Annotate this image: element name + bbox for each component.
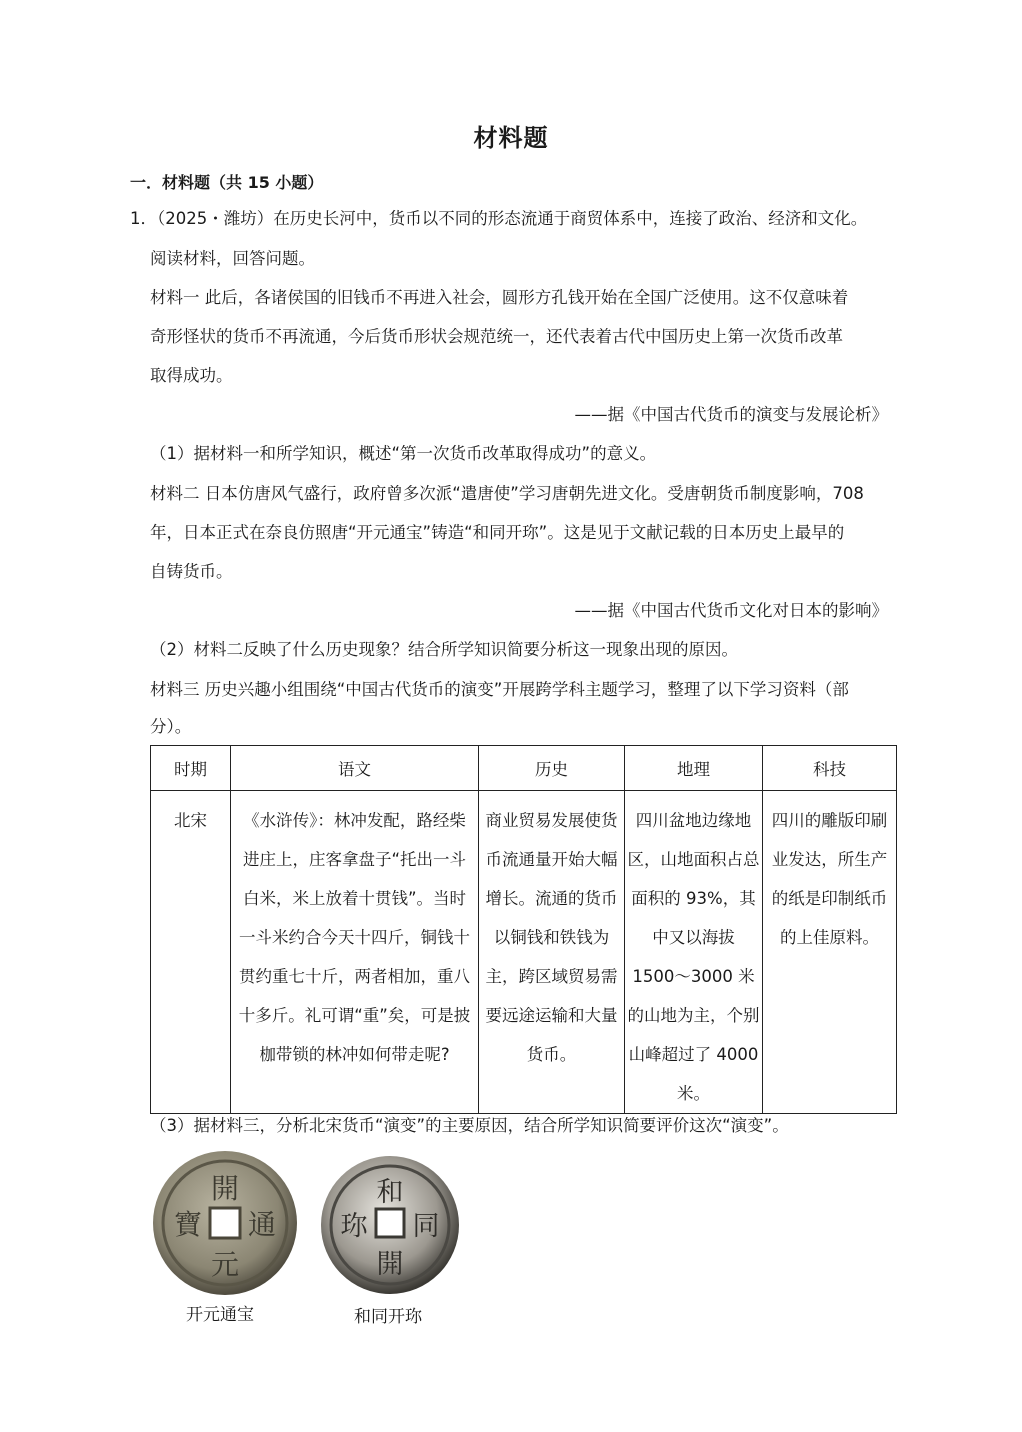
q1-intro-line-2: 阅读材料，回答问题。 bbox=[150, 249, 315, 268]
history-line: 主，跨区域贸易需 bbox=[485, 967, 618, 986]
material3-line-1: 材料三 历史兴趣小组围绕“中国古代货币的演变”开展跨学科主题学习，整理了以下学习资料（部 bbox=[150, 680, 849, 699]
geography-line: 四川盆地边缘地 bbox=[635, 811, 752, 830]
chinese-line: 白米，米上放着十贯钱”。当时 bbox=[242, 889, 467, 908]
chinese-line: 十多斤。礼可谓“重”矣，可是披 bbox=[238, 1006, 471, 1025]
geography-line: 中又以海拔 bbox=[652, 928, 735, 947]
geography-line: 面积的 93%，其 bbox=[631, 889, 756, 908]
chinese-line: 枷带锁的林冲如何带走呢? bbox=[259, 1045, 450, 1064]
coin2-char-right: 同 bbox=[412, 1211, 440, 1242]
tech-line: 四川的雕版印刷 bbox=[771, 811, 888, 830]
period-text: 北宋 bbox=[174, 811, 207, 830]
material3-line-2: 分）。 bbox=[150, 717, 192, 736]
cell-history bbox=[479, 791, 625, 1114]
header-period: 时期 bbox=[151, 746, 231, 791]
chinese-line: 进庄上，庄客拿盘子“托出一斗 bbox=[242, 850, 467, 869]
material2-source: ——据《中国古代货币文化对日本的影响》 bbox=[574, 601, 888, 620]
q1-intro-line-1: 1．（2025・潍坊）在历史长河中，货币以不同的形态流通于商贸体系中，连接了政治、经济和文化。 bbox=[130, 209, 868, 228]
page-title: 材料题 bbox=[473, 124, 549, 152]
cell-period bbox=[151, 791, 231, 1114]
header-history: 历史 bbox=[479, 746, 625, 791]
coin2-char-bottom: 開 bbox=[376, 1249, 404, 1280]
table-header-row bbox=[151, 746, 897, 791]
material2-line-1: 材料二 日本仿唐风气盛行，政府曾多次派“遣唐使”学习唐朝先进文化。受唐朝货币制度影响，708 bbox=[150, 484, 864, 503]
coin1-char-bottom: 元 bbox=[210, 1248, 240, 1281]
coin2-char-left: 珎 bbox=[340, 1211, 368, 1242]
section-heading: 一．材料题（共 15 小题） bbox=[130, 173, 324, 192]
material1-source: ——据《中国古代货币的演变与发展论析》 bbox=[574, 405, 888, 424]
tech-line: 的上佳原料。 bbox=[780, 928, 879, 947]
geography-line: 山峰超过了 4000 bbox=[628, 1045, 759, 1064]
coin1-char-top: 開 bbox=[210, 1172, 240, 1205]
material1-line-1: 材料一 此后，各诸侯国的旧钱币不再进入社会，圆形方孔钱开始在全国广泛使用。这不仅意味着 bbox=[150, 288, 849, 307]
history-line: 要远途运输和大量 bbox=[485, 1006, 618, 1025]
cell-chinese bbox=[231, 791, 479, 1114]
question-1-1: （1）据材料一和所学知识，概述“第一次货币改革取得成功”的意义。 bbox=[150, 444, 657, 463]
kaiyuan-tongbao-coin-image bbox=[152, 1150, 298, 1296]
material1-line-3: 取得成功。 bbox=[150, 366, 233, 385]
coin1-char-left: 寶 bbox=[173, 1208, 203, 1241]
coin2-char-top: 和 bbox=[376, 1177, 404, 1208]
geography-line: 的山地为主，个别 bbox=[627, 1006, 760, 1025]
tech-line: 业发达，所生产 bbox=[771, 850, 888, 869]
header-tech: 科技 bbox=[763, 746, 897, 791]
history-line: 增长。流通的货币 bbox=[485, 889, 618, 908]
table-row bbox=[151, 791, 897, 1114]
header-chinese: 语文 bbox=[231, 746, 479, 791]
history-line: 币流通量开始大幅 bbox=[485, 850, 618, 869]
wadou-kaichin-coin-image bbox=[320, 1155, 460, 1295]
coin1-char-right: 通 bbox=[247, 1208, 277, 1241]
cell-geography bbox=[625, 791, 763, 1114]
history-line: 以铜钱和铁钱为 bbox=[493, 928, 610, 947]
history-line: 商业贸易发展使货 bbox=[485, 811, 618, 830]
material2-line-2: 年，日本正式在奈良仿照唐“开元通宝”铸造“和同开珎”。这是见于文献记载的日本历史上最早的 bbox=[150, 523, 845, 542]
geography-line: 1500～3000 米 bbox=[632, 967, 755, 986]
tech-line: 的纸是印制纸币 bbox=[771, 889, 888, 908]
chinese-line: 一斗米约合今天十四斤，铜钱十 bbox=[239, 928, 470, 947]
coin2-caption: 和同开珎 bbox=[354, 1307, 422, 1327]
coin1-caption: 开元通宝 bbox=[186, 1305, 254, 1325]
geography-line: 区，山地面积占总 bbox=[627, 850, 760, 869]
question-1-2: （2）材料二反映了什么历史现象？结合所学知识简要分析这一现象出现的原因。 bbox=[150, 640, 738, 659]
cell-tech bbox=[763, 791, 897, 1114]
study-material-table bbox=[150, 745, 897, 1114]
material2-line-3: 自铸货币。 bbox=[150, 562, 233, 581]
history-line: 货币。 bbox=[526, 1045, 577, 1064]
chinese-line: 贯约重七十斤，两者相加，重八 bbox=[239, 967, 470, 986]
question-1-3: （3）据材料三，分析北宋货币“演变”的主要原因，结合所学知识简要评价这次“演变”。 bbox=[150, 1116, 789, 1135]
geography-line: 米。 bbox=[677, 1084, 710, 1103]
header-geography: 地理 bbox=[625, 746, 763, 791]
material1-line-2: 奇形怪状的货币不再流通，今后货币形状会规范统一，还代表着古代中国历史上第一次货币改革 bbox=[150, 327, 843, 346]
chinese-line: 《水浒传》：林冲发配，路经柴 bbox=[243, 811, 466, 830]
